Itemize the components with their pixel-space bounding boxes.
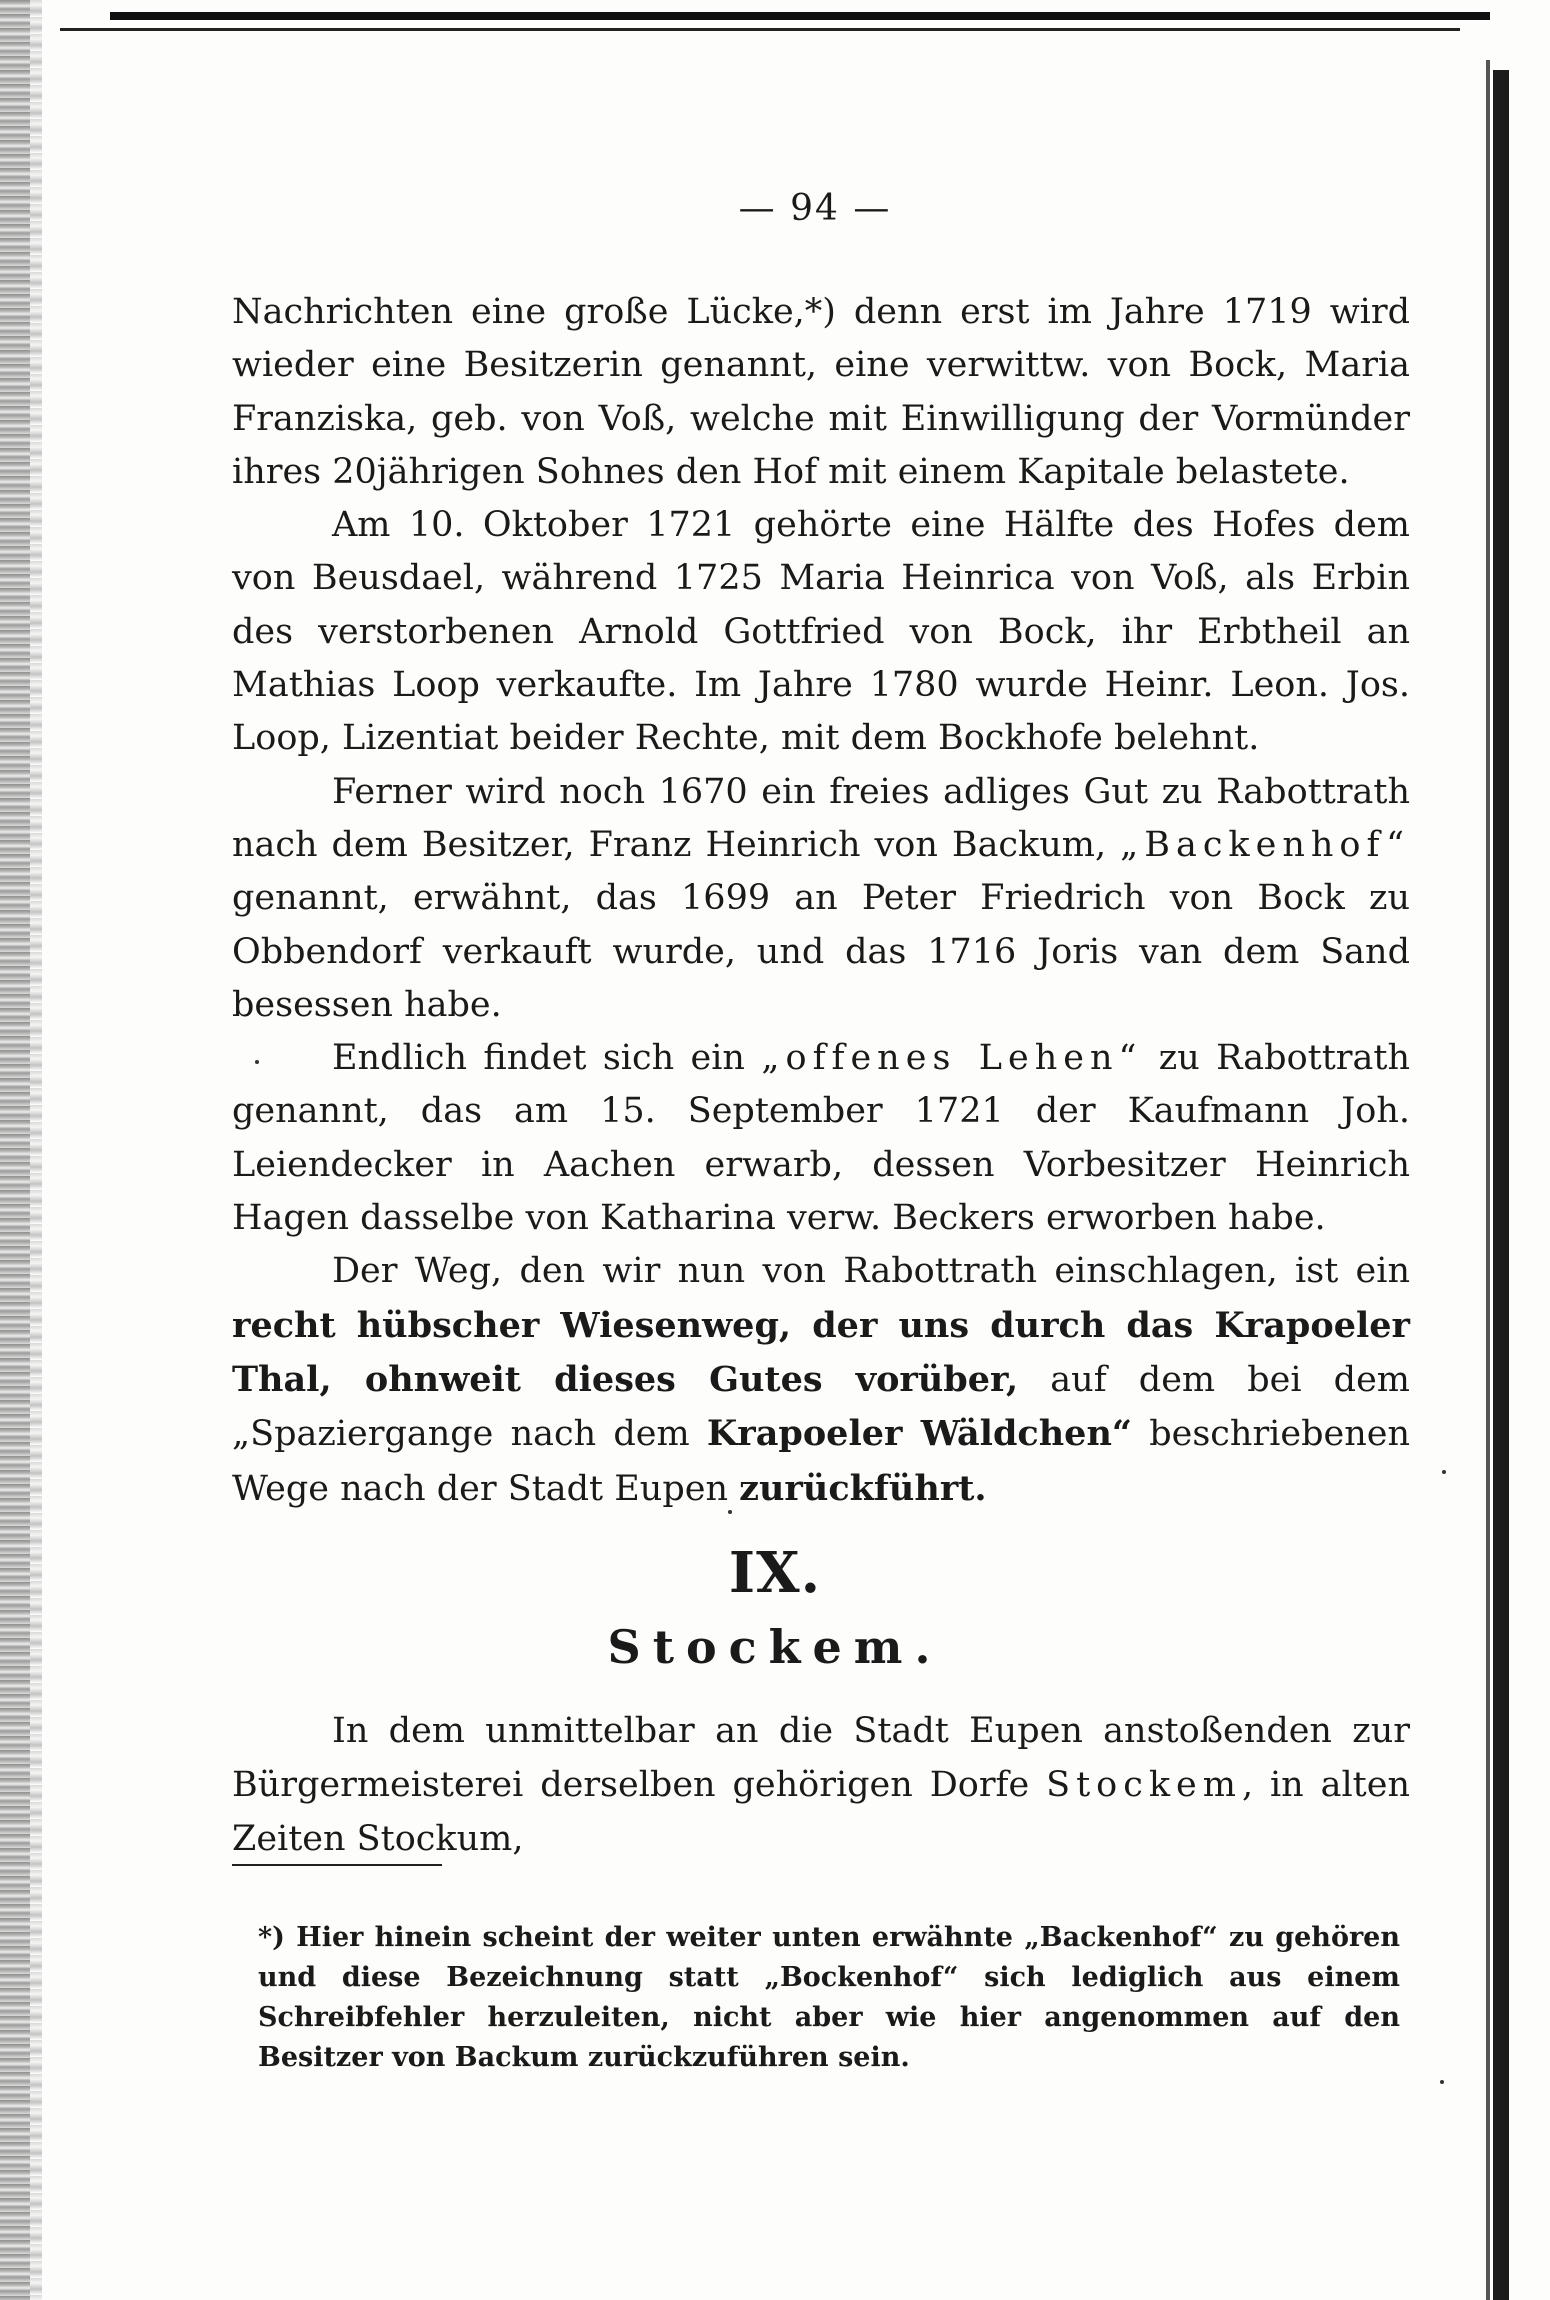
left-page-edge xyxy=(0,0,30,2300)
paragraph-text: auf dem bei dem „Spaziergange nach dem xyxy=(232,1359,1410,1455)
top-page-edge xyxy=(110,12,1490,20)
paragraph-text: , in alten Zeiten Stockum, xyxy=(232,1765,1410,1859)
left-page-edge-shadow xyxy=(30,0,42,2300)
paragraph-text: zu Rabottrath genannt, das am 15. September 1721 der Kaufmann Joh. Leiendecker in Aachen erwarb, dessen Vorbesitzer Heinrich Hagen dasselbe von Katharina verw. Beckers erworben habe. xyxy=(232,1038,1410,1239)
scan-speck xyxy=(255,1060,259,1064)
paragraph xyxy=(232,1245,1410,1515)
spaced-term: Stockem xyxy=(1046,1765,1242,1805)
chapter-body-text xyxy=(232,1704,1410,1866)
chapter-title: Stockem. xyxy=(607,1620,943,1674)
bold-text: recht hübscher Wiesenweg, der uns durch das Krapoeler Thal, ohnweit dieses Gutes vorüber, xyxy=(232,1304,1410,1400)
paragraph-text: Ferner wird noch 1670 ein freies adliges Gut zu Rabottrath nach dem Besitzer, Franz Heinrich von Backum, xyxy=(232,771,1410,865)
footnote xyxy=(258,1918,1400,2078)
scan-speck xyxy=(1442,1470,1446,1474)
chapter-number: IX. xyxy=(728,1540,822,1606)
paragraph xyxy=(232,766,1410,1032)
paragraph-text: In dem unmittelbar an die Stadt Eupen anstoßenden zur Bürgermeisterei derselben gehörigen Dorfe xyxy=(232,1711,1410,1805)
paragraph-text: Endlich findet sich ein xyxy=(332,1038,762,1079)
scan-speck xyxy=(728,1510,732,1514)
paragraph-text: Der Weg, den wir nun von Rabottrath einschlagen, ist ein xyxy=(332,1251,1410,1292)
paragraph xyxy=(232,1032,1410,1245)
page-number: — 94 — xyxy=(738,188,892,229)
footnote-divider xyxy=(232,1864,442,1866)
bold-text: Krapoeler Wäldchen“ xyxy=(706,1413,1133,1455)
spaced-term: „offenes Lehen“ xyxy=(761,1038,1143,1079)
paragraph-text: genannt, erwähnt, das 1699 an Peter Friedrich von Bock zu Obbendorf verkauft wurde, und das 1716 Joris van dem Sand besessen habe. xyxy=(232,878,1410,1025)
body-text xyxy=(232,286,1410,1516)
paragraph: Nachrichten eine große Lücke,*) denn erst im Jahre 1719 wird wieder eine Besitzerin genannt, eine verwittw. von Bock, Maria Franziska, geb. von Voß, welche mit Einwilligung der Vormünder ihres 20jährigen Sohnes den Hof mit einem Kapitale belastete. xyxy=(232,292,1410,492)
paragraph-text: beschriebenen Wege nach der Stadt Eupen xyxy=(232,1414,1410,1509)
right-page-edge-line xyxy=(1486,60,1490,2300)
spaced-term: „Backenhof“ xyxy=(1120,824,1410,865)
right-page-edge xyxy=(1493,70,1509,2300)
footnote-text: Hier hinein scheint der weiter unten erwähnte „Backenhof“ zu gehören und diese Bezeichnung statt „Bockenhof“ sich lediglich aus einem Schreibfehler herzuleiten, nicht aber wie hier angenommen auf den Besitzer von Backum zurückzuführen sein. xyxy=(258,1922,1400,2073)
bold-text: zurückführt. xyxy=(739,1467,987,1509)
scan-speck xyxy=(1440,2080,1444,2084)
top-page-edge-line xyxy=(60,28,1460,31)
paragraph: Am 10. Oktober 1721 gehörte eine Hälfte des Hofes dem von Beusdael, während 1725 Maria Heinrica von Voß, als Erbin des verstorbenen Arnold Gottfried von Bock, ihr Erbtheil an Mathias Loop verkaufte. Im Jahre 1780 wurde Heinr. Leon. Jos. Loop, Lizentiat beider Rechte, mit dem Bockhofe belehnt. xyxy=(232,505,1410,759)
paragraph xyxy=(232,1704,1410,1866)
footnote-mark: *) xyxy=(258,1922,285,1953)
